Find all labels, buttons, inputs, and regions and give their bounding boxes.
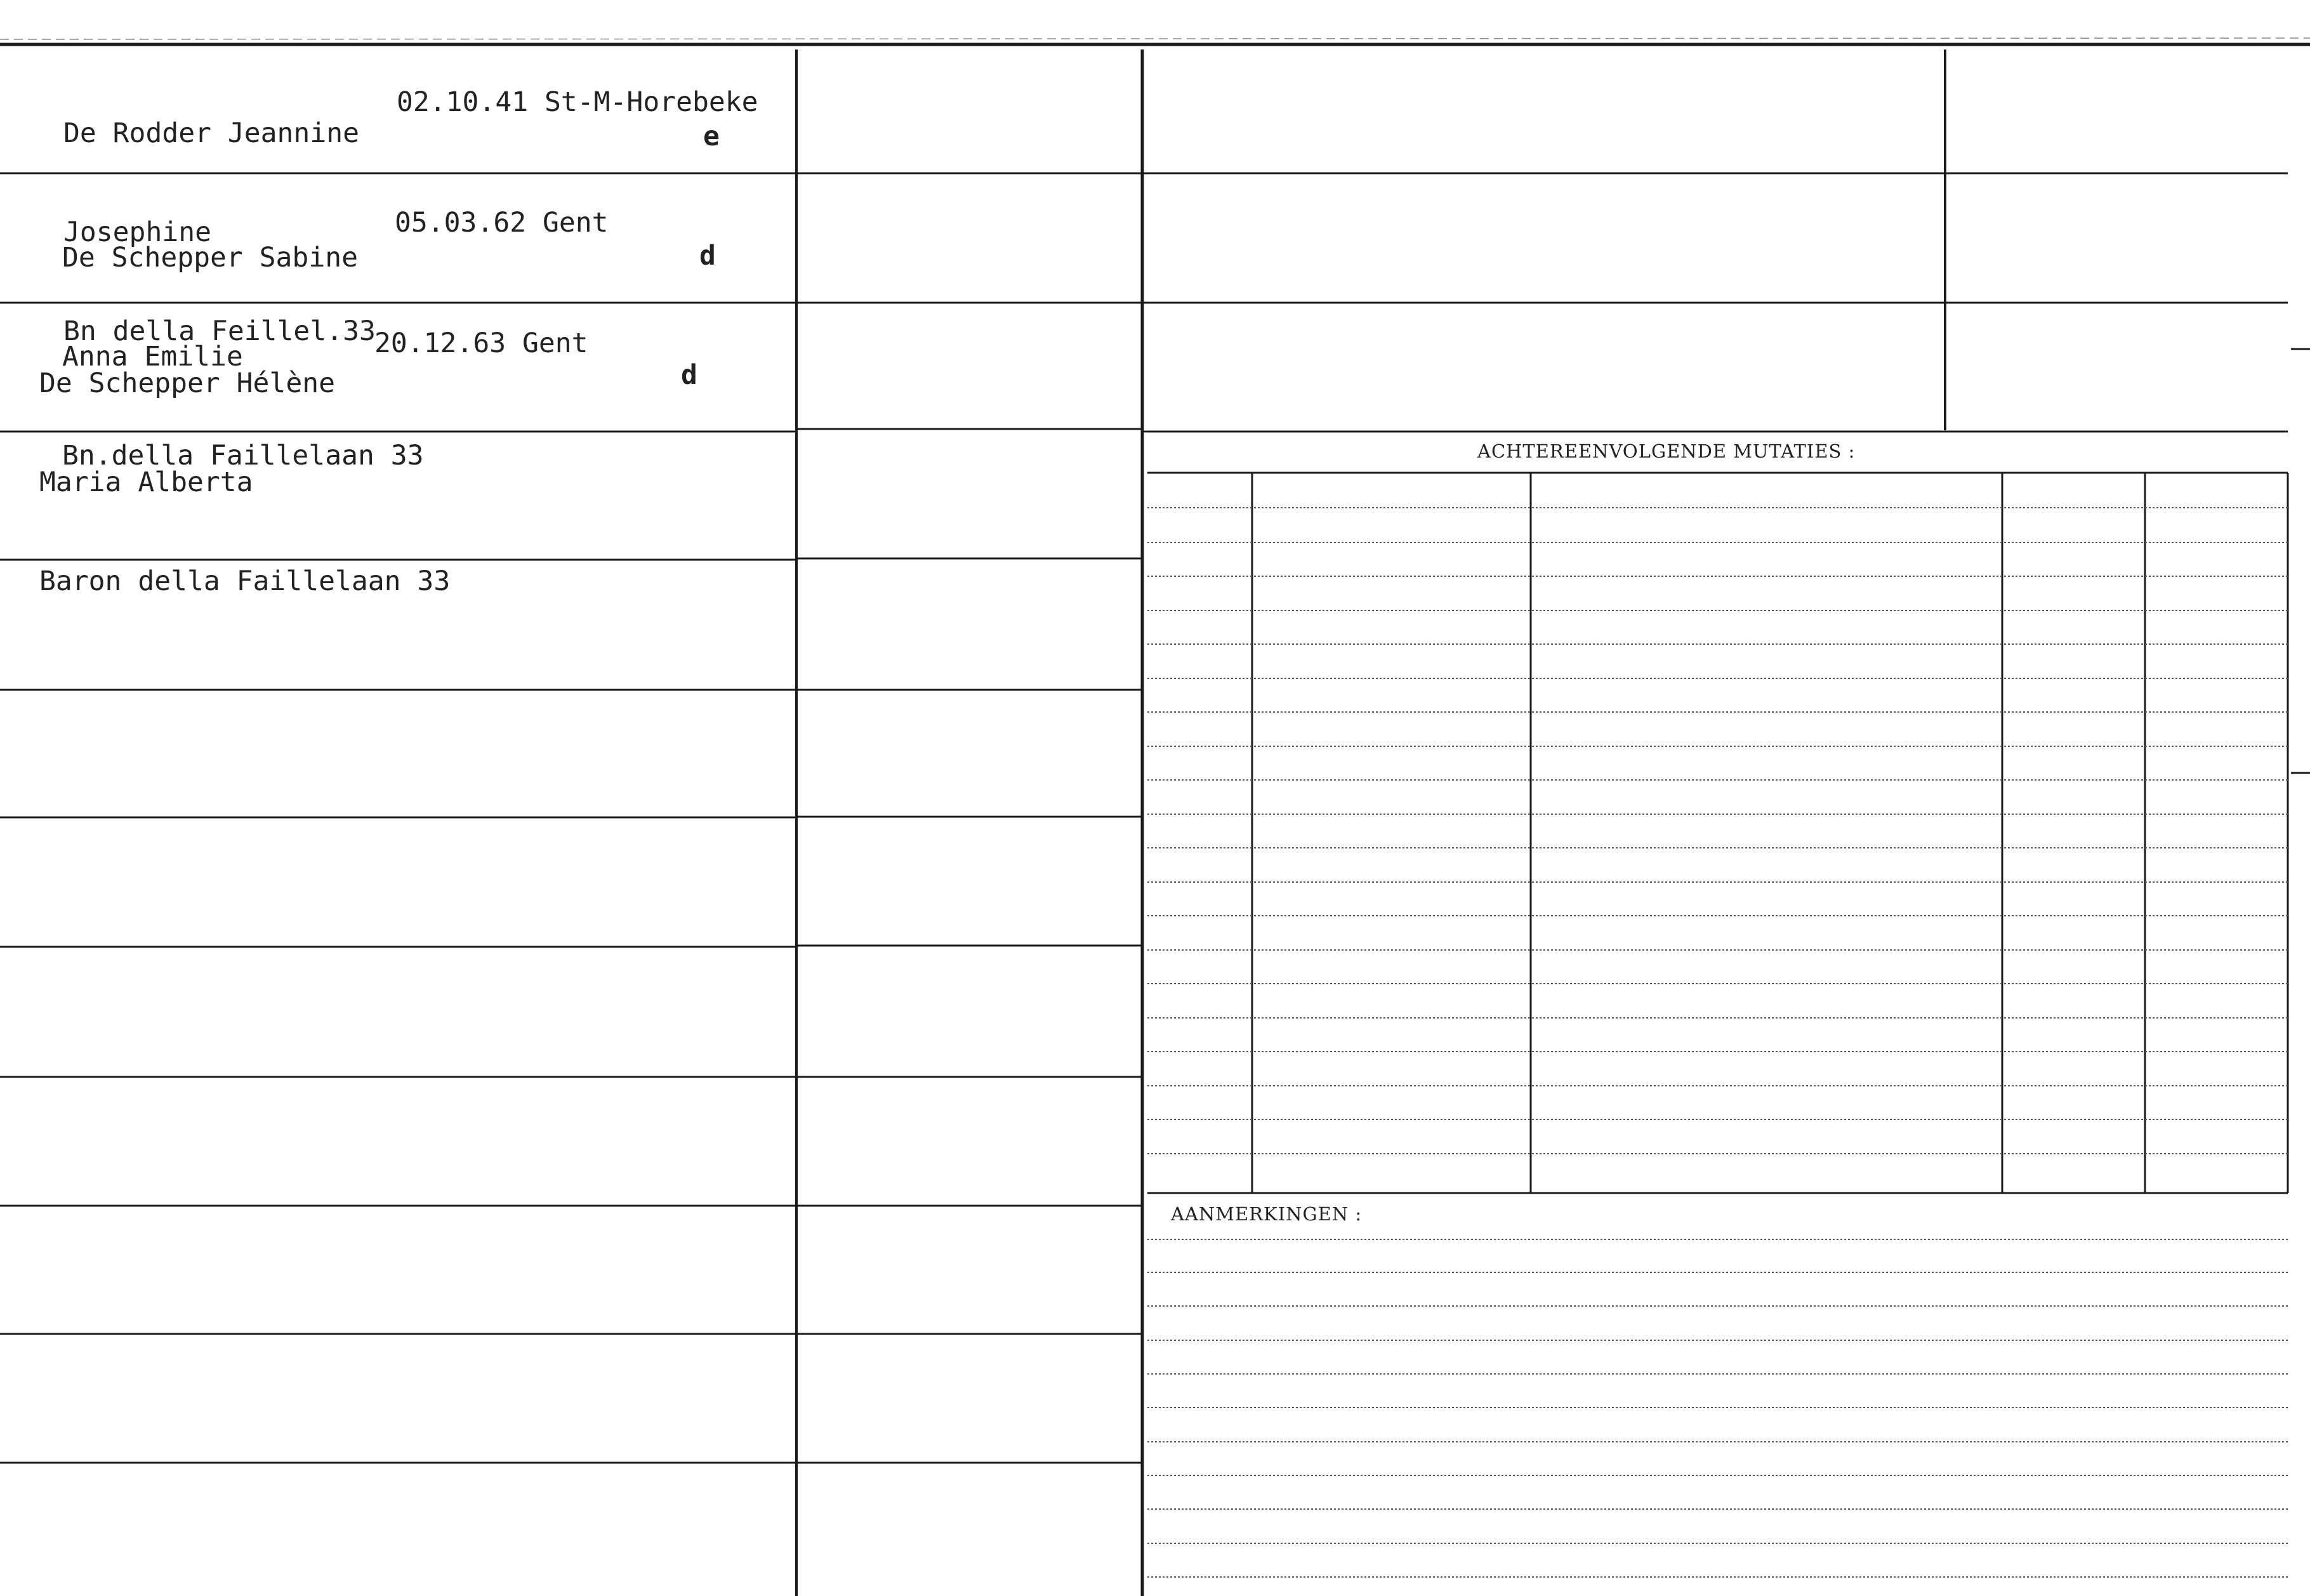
entry-3-name: De Schepper Hélène [39,367,335,399]
entry-1-address: Bn della Feillel.33 [63,315,376,347]
entry-1-birth: 02.10.41 St-M-Horebeke [397,86,758,118]
entry-2-name: De Schepper Sabine [62,242,358,274]
entry-3-address: Baron della Faillelaan 33 [39,565,451,597]
mutation-rows [1147,508,2288,1154]
entry-1-given-names: Josephine [63,216,211,248]
entry-1-name: De Rodder Jeannine [63,117,359,149]
mutations-heading: ACHTEREENVOLGENDE MUTATIES : [1477,440,1856,462]
entry-2-birth: 05.03.62 Gent [395,207,609,239]
entry-3-given-names: Maria Alberta [39,466,253,498]
entry-3-birth: 20.12.63 Gent [374,327,588,359]
entry-1-code: e [703,121,720,152]
remarks-heading: AANMERKINGEN : [1171,1203,1363,1225]
remark-rows [1147,1239,2288,1577]
entry-2-given-names: Anna Emilie [62,341,243,373]
entry-2-address: Bn.della Faillelaan 33 [62,440,424,472]
entry-3-code: d [681,359,697,391]
entry-2-code: d [699,240,716,272]
